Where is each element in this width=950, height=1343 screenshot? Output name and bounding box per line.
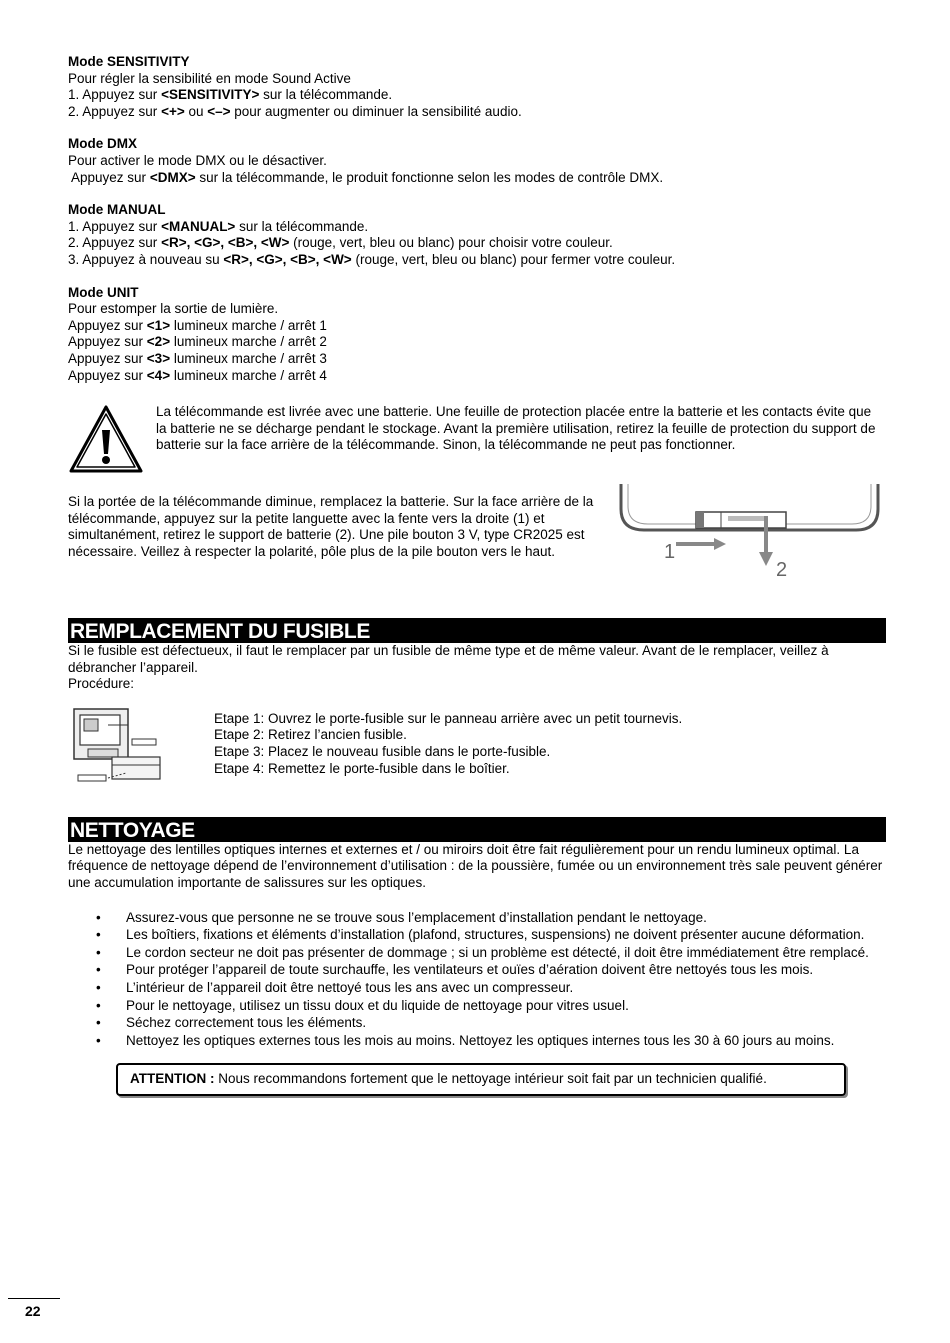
section-unit — [68, 285, 886, 385]
fuse-steps — [214, 711, 682, 795]
manual-title: Mode MANUAL — [68, 202, 166, 218]
page-number: 22 — [25, 1303, 41, 1319]
battery-holder-figure — [616, 484, 886, 584]
manual-step-3 — [68, 252, 886, 269]
text: pour augmenter ou diminuer la sensibilité audio. — [230, 103, 522, 119]
cleaning-intro: Le nettoyage des lentilles optiques internes et externes et / ou miroirs doit être fait régulièrement pour un rendu lumineux optimal. La fréquence de nettoyage dépend de l’environnement d’utilisation : de la poussière, fumée ou un environnement très sale peuvent générer une accumulation importante de salissures sur les optiques. — [68, 841, 883, 891]
fuse-step-4: Etape 4: Remettez le porte-fusible dans le boîtier. — [214, 760, 510, 776]
fuse-procedure-label: Procédure: — [68, 676, 135, 692]
fuse-heading: REMPLACEMENT DU FUSIBLE — [68, 618, 886, 643]
fuse-procedure — [68, 703, 886, 795]
text: lumineux marche / arrêt 3 — [170, 350, 327, 366]
unit-desc: Pour estomper la sortie de lumière. — [68, 301, 279, 317]
warning-text: La télécommande est livrée avec une batterie. Une feuille de protection placée entre la batterie et les contacts évite que la batterie ne se décharge pendant le stockage. Avant la première utilisation, retirez la feuille de protection du support de batterie sur la face arrière de la télécommande. Sinon, la télécommande ne peut pas fonctionner. — [156, 404, 876, 453]
unit-item-1 — [68, 318, 886, 335]
key-label: <DMX> — [149, 169, 196, 185]
text: lumineux marche / arrêt 1 — [170, 317, 327, 333]
key-label: <MANUAL> — [161, 218, 236, 234]
cleaning-list — [68, 910, 886, 1050]
text: lumineux marche / arrêt 4 — [170, 367, 327, 383]
footer-divider — [8, 1298, 60, 1299]
list-item: • Pour le nettoyage, utilisez un tissu doux et du liquide de nettoyage pour vitres usuel. — [68, 998, 886, 1015]
section-dmx — [68, 136, 886, 186]
text: Appuyez sur — [68, 169, 150, 185]
battery-block — [68, 494, 886, 584]
unit-item-4 — [68, 368, 886, 385]
text: (rouge, vert, bleu ou blanc) pour fermer votre couleur. — [351, 251, 676, 267]
dmx-step — [68, 170, 886, 187]
text: 1. Appuyez sur — [68, 87, 162, 103]
text: 3. Appuyez à nouveau su — [68, 251, 224, 267]
unit-item-3 — [68, 351, 886, 368]
dmx-title: Mode DMX — [68, 136, 137, 152]
text: lumineux marche / arrêt 2 — [170, 334, 327, 350]
text: Appuyez sur — [68, 317, 147, 333]
figure-label-1: 1 — [664, 541, 676, 564]
fuse-step-1: Etape 1: Ouvrez le porte-fusible sur le panneau arrière avec un petit tournevis. — [214, 710, 683, 726]
sensitivity-title: Mode SENSITIVITY — [68, 54, 190, 69]
warning-triangle-icon — [68, 404, 144, 474]
unit-title: Mode UNIT — [68, 284, 139, 300]
key-label: <1> — [146, 317, 171, 333]
list-item: • Nettoyez les optiques externes tous les mois au moins. Nettoyez les optiques internes tous les 30 à 60 jours au moins. — [68, 1033, 886, 1050]
text: Appuyez sur — [68, 334, 147, 350]
key-label: <SENSITIVITY> — [161, 87, 260, 103]
key-label: <4> — [146, 367, 171, 383]
unit-item-2 — [68, 334, 886, 351]
warning-block — [68, 404, 886, 474]
text: sur la télécommande. — [235, 218, 369, 234]
sensitivity-step-1 — [68, 87, 886, 104]
key-label: <+> — [161, 103, 185, 119]
key-label: <R>, <G>, <B>, <W> — [161, 235, 290, 251]
key-label: <R>, <G>, <B>, <W> — [223, 251, 352, 267]
text: 2. Appuyez sur — [68, 103, 162, 119]
fuse-step-2: Etape 2: Retirez l’ancien fusible. — [214, 727, 407, 743]
list-item: • Pour protéger l’appareil de toute surchauffe, les ventilateurs et ouïes d’aération doivent être nettoyés tous les mois. — [68, 962, 886, 979]
sensitivity-desc: Pour régler la sensibilité en mode Sound Active — [68, 70, 351, 86]
fuse-holder-figure — [68, 703, 168, 795]
text: Appuyez sur — [68, 350, 147, 366]
key-label: <–> — [207, 103, 231, 119]
list-item: • Le cordon secteur ne doit pas présenter de dommage ; si un problème est détecté, il doit être immédiatement être remplacé. — [68, 945, 886, 962]
text: sur la télécommande. — [259, 87, 393, 103]
fuse-step-3: Etape 3: Placez le nouveau fusible dans le porte-fusible. — [214, 744, 551, 760]
manual-step-1 — [68, 219, 886, 236]
battery-text: Si la portée de la télécommande diminue, remplacez la batterie. Sur la face arrière de la télécommande, appuyez sur la petite languette avec la fente vers la droite (1) et simultanément, retirez le support de batterie (2). Une pile bouton 3 V, type CR2025 est nécessaire. Veillez à respecter la polarité, pôle plus de la pile bouton vers le haut. — [68, 494, 594, 559]
text: sur la télécommande, le produit fonctionne selon les modes de contrôle DMX. — [195, 169, 664, 185]
text: (rouge, vert, bleu ou blanc) pour choisir votre couleur. — [289, 235, 613, 251]
key-label: <3> — [146, 350, 171, 366]
list-item: • Les boîtiers, fixations et éléments d’installation (plafond, structures, suspensions) ne doivent présenter aucune déformation. — [68, 927, 886, 944]
text: Appuyez sur — [68, 367, 147, 383]
attention-label: ATTENTION : — [130, 1071, 215, 1087]
section-manual — [68, 202, 886, 268]
sensitivity-step-2 — [68, 104, 886, 121]
list-item: • L’intérieur de l’appareil doit être nettoyé tous les ans avec un compresseur. — [68, 980, 886, 997]
manual-step-2 — [68, 235, 886, 252]
attention-box — [116, 1063, 846, 1096]
text: 2. Appuyez sur — [68, 235, 162, 251]
document-page — [68, 54, 886, 1096]
list-item: • Séchez correctement tous les éléments. — [68, 1015, 886, 1032]
cleaning-heading: NETTOYAGE — [68, 817, 886, 842]
list-item: • Assurez-vous que personne ne se trouve sous l’emplacement d’installation pendant le nettoyage. — [68, 910, 886, 927]
figure-label-2: 2 — [776, 559, 788, 582]
attention-text: Nous recommandons fortement que le nettoyage intérieur soit fait par un technicien qualifié. — [214, 1071, 767, 1087]
key-label: <2> — [146, 334, 171, 350]
dmx-desc: Pour activer le mode DMX ou le désactiver. — [68, 152, 327, 168]
text: 1. Appuyez sur — [68, 218, 162, 234]
text: ou — [184, 103, 208, 119]
fuse-intro: Si le fusible est défectueux, il faut le remplacer par un fusible de même type et de même valeur. Avant de le remplacer, veillez à débrancher l’appareil. — [68, 643, 829, 675]
section-sensitivity — [68, 54, 886, 120]
